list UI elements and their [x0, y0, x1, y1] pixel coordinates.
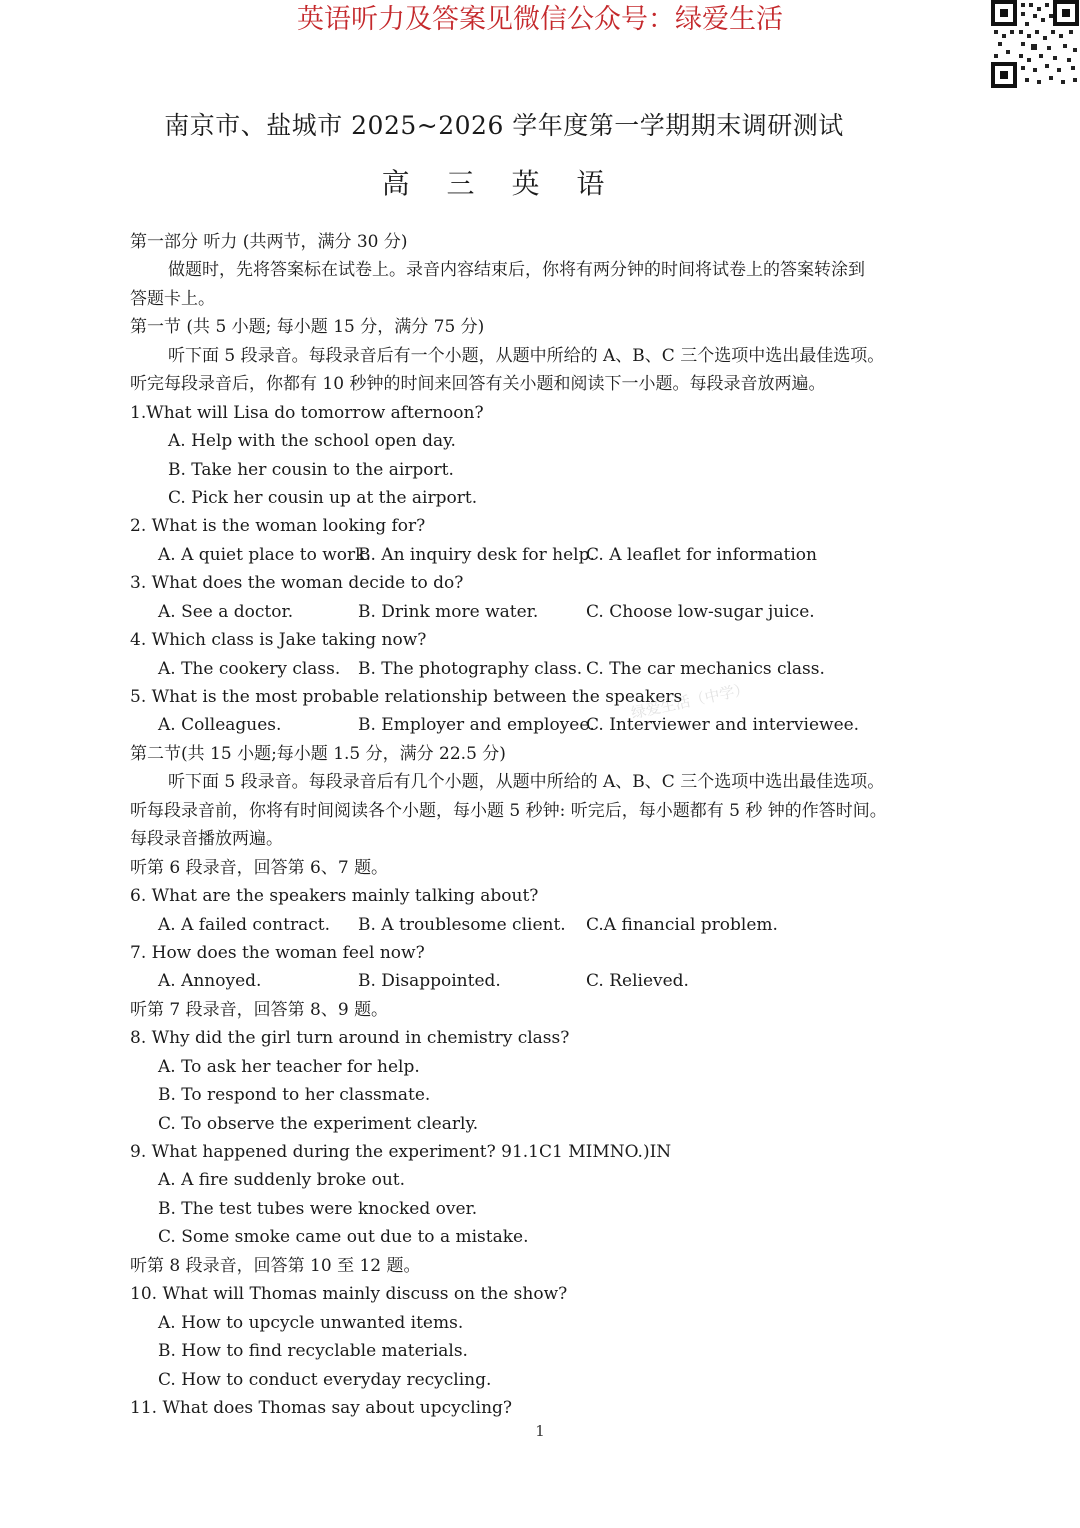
question-3: 3. What does the woman decide to do?: [130, 573, 464, 594]
question-7-option-b: B. Disappointed.: [358, 971, 501, 992]
part1-heading: 第一部分 听力 (共两节，满分 30 分): [130, 232, 408, 252]
question-2-option-a: A. A quiet place to work.: [158, 544, 371, 565]
question-1-option-c: C. Pick her cousin up at the airport.: [168, 487, 478, 508]
question-1-option-b: B. Take her cousin to the airport.: [168, 459, 454, 480]
question-3-option-c: C. Choose low-sugar juice.: [586, 601, 815, 622]
page-number: 1: [535, 1422, 545, 1440]
question-7-option-c: C. Relieved.: [586, 971, 689, 992]
question-6-option-a: A. A failed contract.: [158, 914, 330, 935]
question-5-option-b: B. Employer and employee.: [358, 715, 595, 736]
question-3-option-a: A. See a doctor.: [158, 601, 294, 622]
question-4-options: [130, 655, 960, 683]
subject-title: 高 三 英 语: [381, 167, 619, 200]
question-9-option-a: A. A fire suddenly broke out.: [158, 1170, 406, 1191]
qr-code-icon: [991, 0, 1079, 88]
question-1-option-a: A. Help with the school open day.: [168, 431, 456, 452]
section1-instructions-line2: 听完每段录音后，你都有 10 秒钟的时间来回答有关小题和阅读下一小题。每段录音放两遍。: [130, 374, 826, 395]
question-4-option-a: A. The cookery class.: [158, 658, 341, 679]
question-6-option-b: B. A troublesome client.: [358, 914, 566, 935]
part1-instructions-line2: 答题卡上。: [130, 288, 215, 309]
question-9-option-b: B. The test tubes were knocked over.: [158, 1198, 478, 1219]
question-4-option-b: B. The photography class.: [358, 658, 583, 679]
question-1: 1.What will Lisa do tomorrow afternoon?: [130, 402, 484, 423]
question-4: 4. Which class is Jake taking now?: [130, 630, 427, 651]
group-8-heading: 听第 8 段录音，回答第 10 至 12 题。: [130, 1255, 421, 1276]
promo-banner: 英语听力及答案见微信公众号：绿爱生活: [297, 4, 783, 35]
question-6-options: [130, 911, 960, 939]
section2-instructions-line2: 听每段录音前，你将有时间阅读各个小题，每小题 5 秒钟: 听完后，每小题都有 5 秒 钟的作答时间。: [130, 800, 887, 821]
question-5-option-a: A. Colleagues.: [158, 715, 282, 736]
question-10-option-a: A. How to upcycle unwanted items.: [158, 1312, 464, 1333]
exam-title: 南京市、盐城市 2025~2026 学年度第一学期期末调研测试: [164, 111, 844, 140]
question-6-option-c: C.A financial problem.: [586, 914, 778, 935]
question-3-option-b: B. Drink more water.: [358, 601, 539, 622]
watermark: 绿爱生活（中学）: [629, 679, 751, 723]
question-11: 11. What does Thomas say about upcycling?: [130, 1397, 513, 1418]
question-2-option-b: B. An inquiry desk for help.: [358, 544, 595, 565]
question-10-option-c: C. How to conduct everyday recycling.: [158, 1369, 492, 1390]
question-8: 8. Why did the girl turn around in chemistry class?: [130, 1028, 570, 1049]
question-7-options: [130, 967, 960, 995]
question-9: 9. What happened during the experiment? 91.1C1 MIMNO.)IN: [130, 1142, 672, 1162]
question-2-options: [130, 541, 960, 569]
question-5-option-c: C. Interviewer and interviewee.: [586, 715, 860, 736]
question-2-option-c: C. A leaflet for information: [586, 544, 817, 565]
question-4-option-c: C. The car mechanics class.: [586, 658, 825, 679]
question-8-option-b: B. To respond to her classmate.: [158, 1085, 431, 1106]
part1-instructions-line1: 做题时，先将答案标在试卷上。录音内容结束后，你将有两分钟的时间将试卷上的答案转涂到: [168, 260, 865, 281]
question-8-option-c: C. To observe the experiment clearly.: [158, 1113, 479, 1134]
group-7-heading: 听第 7 段录音，回答第 8、9 题。: [130, 999, 389, 1020]
section2-heading: 第二节(共 15 小题;每小题 1.5 分，满分 22.5 分): [130, 743, 506, 764]
question-8-option-a: A. To ask her teacher for help.: [158, 1056, 420, 1077]
question-5-options: [130, 711, 960, 739]
section2-instructions-line3: 每段录音播放两遍。: [130, 829, 283, 850]
group-6-heading: 听第 6 段录音，回答第 6、7 题。: [130, 857, 389, 878]
section1-heading: 第一节 (共 5 小题; 每小题 15 分，满分 75 分): [130, 317, 485, 338]
section1-instructions-line1: 听下面 5 段录音。每段录音后有一个小题，从题中所给的 A、B、C 三个选项中选出最佳选项。: [168, 345, 885, 366]
exam-body: [130, 228, 960, 1422]
question-5: 5. What is the most probable relationship between the speakers: [130, 687, 683, 707]
section2-instructions-line1: 听下面 5 段录音。每段录音后有几个小题，从题中所给的 A、B、C 三个选项中选出最佳选项。: [168, 772, 885, 793]
question-9-option-c: C. Some smoke came out due to a mistake.: [158, 1227, 529, 1248]
question-7-option-a: A. Annoyed.: [158, 971, 262, 992]
question-10-option-b: B. How to find recyclable materials.: [158, 1341, 468, 1362]
question-7: 7. How does the woman feel now?: [130, 942, 425, 963]
question-2: 2. What is the woman looking for?: [130, 516, 426, 537]
question-6: 6. What are the speakers mainly talking about?: [130, 886, 539, 907]
question-3-options: [130, 598, 960, 626]
question-10: 10. What will Thomas mainly discuss on the show?: [130, 1284, 568, 1305]
